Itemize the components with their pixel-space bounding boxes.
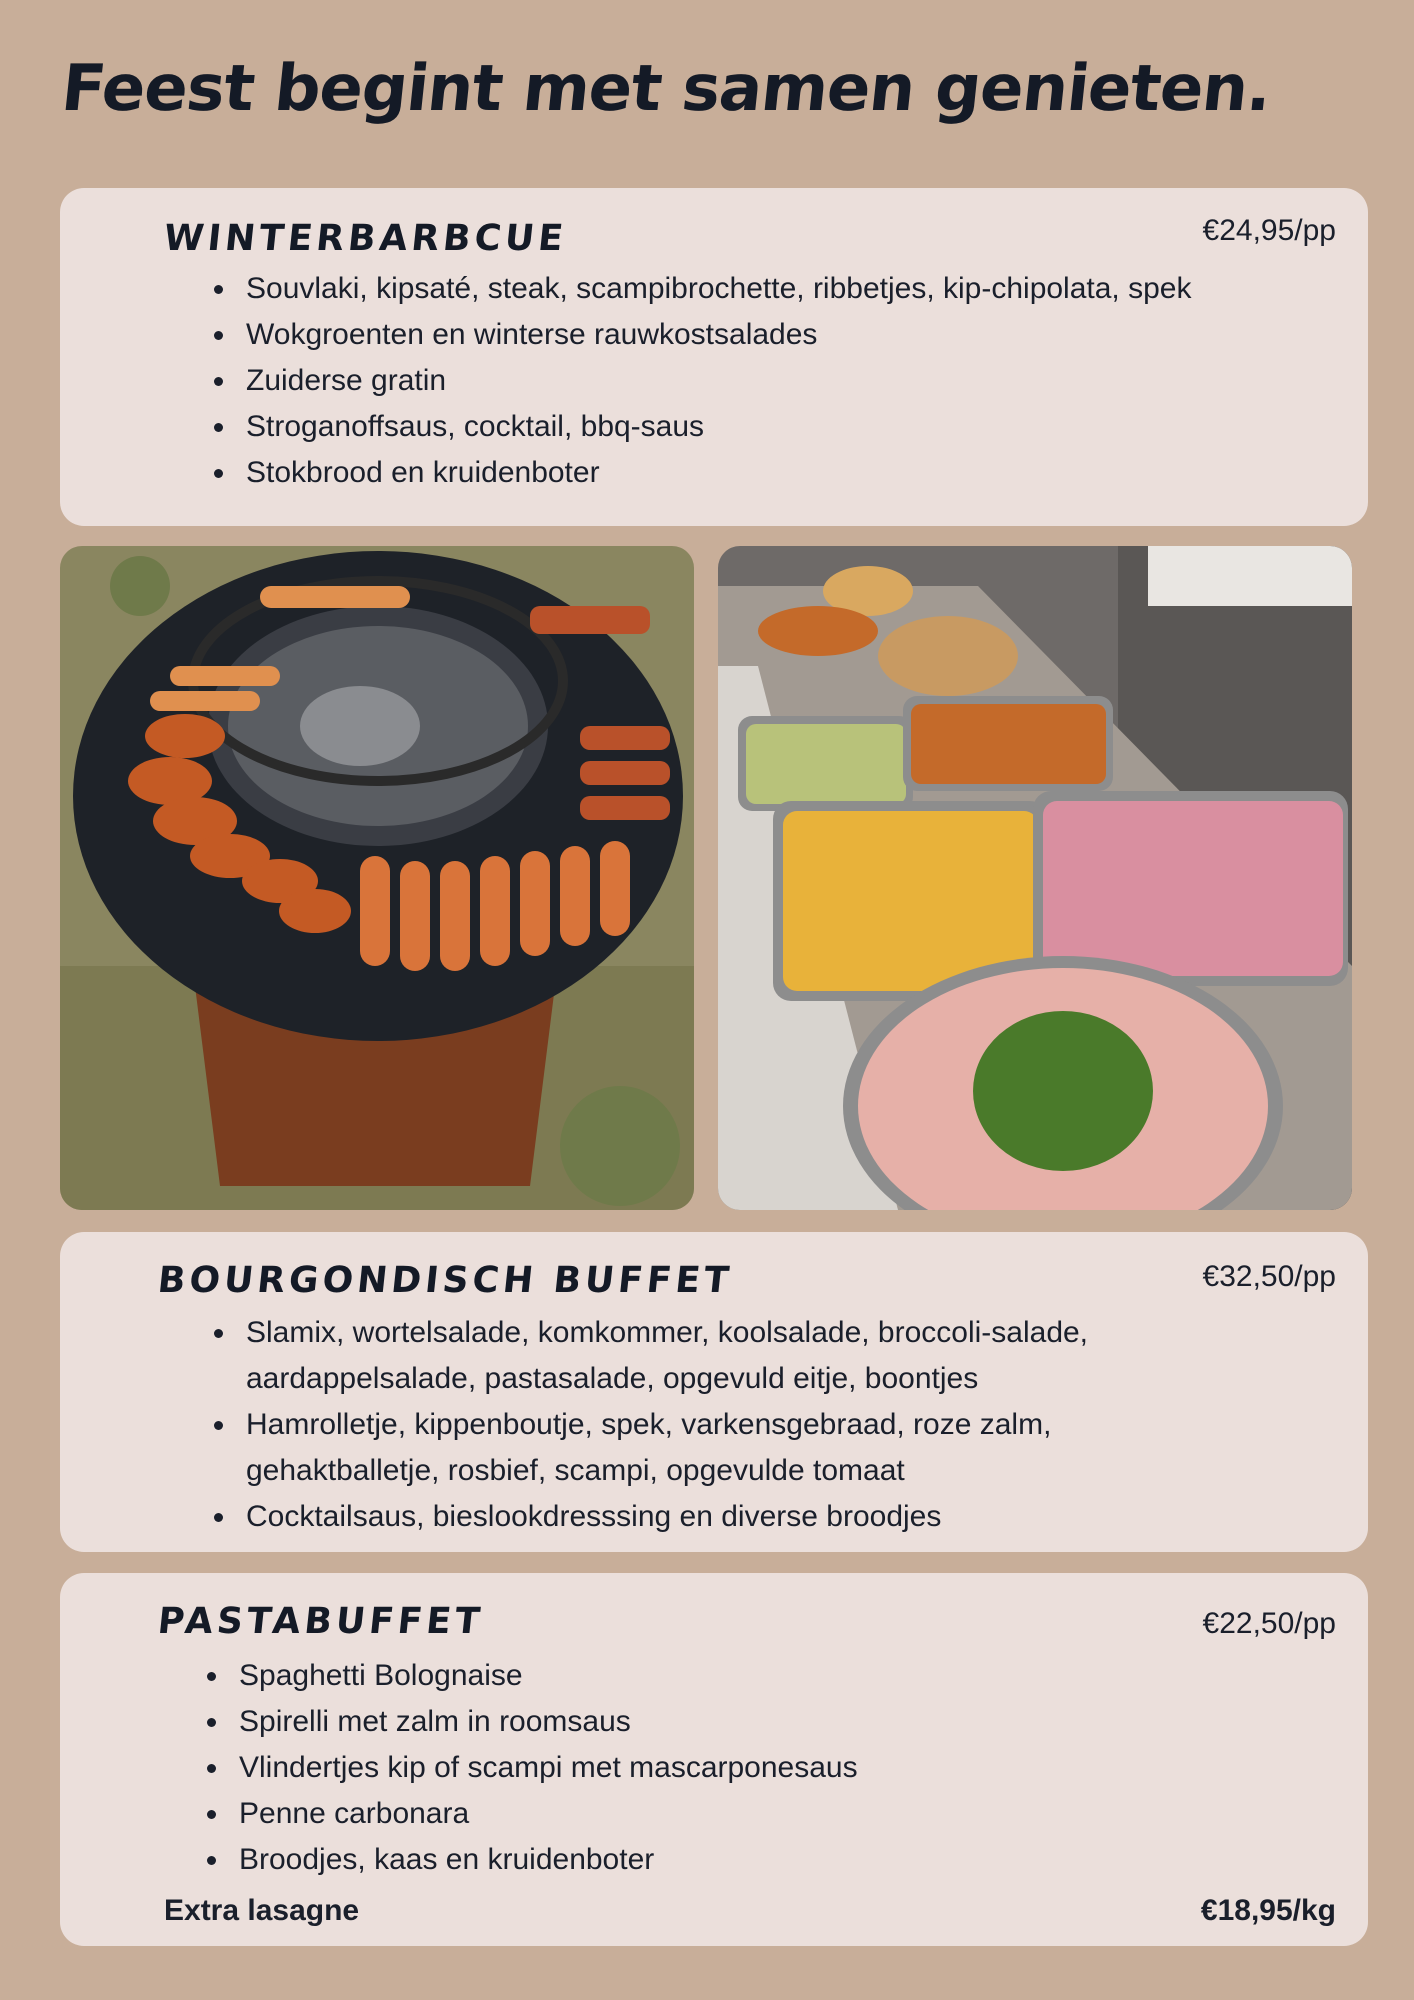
winterbarbecue-price: €24,95/pp <box>1202 214 1336 247</box>
bourgondisch-buffet-list <box>206 1310 1178 1540</box>
list-item: • Vlindertjes kip of scampi met mascarponesaus <box>231 1745 1231 1791</box>
list-item: • Wokgroenten en winterse rauwkostsalades <box>238 312 1368 358</box>
list-item: • Souvlaki, kipsaté, steak, scampibrochette, ribbetjes, kip-chipolata, spek <box>238 266 1368 312</box>
list-item: • Slamix, wortelsalade, komkommer, koolsalade, broccoli-salade, aardappelsalade, pastasalade, opgevuld eitje, boontjes <box>238 1310 1178 1402</box>
list-item: • Cocktailsaus, bieslookdresssing en diverse broodjes <box>238 1494 1178 1540</box>
list-item: • Zuiderse gratin <box>238 358 1368 404</box>
extra-lasagne-label: Extra lasagne <box>164 1894 360 1927</box>
page-headline: Feest begint met samen genieten. <box>58 52 1275 126</box>
bourgondisch-buffet-price: €32,50/pp <box>1202 1260 1336 1293</box>
list-item: • Stroganoffsaus, cocktail, bbq-saus <box>238 404 1368 450</box>
extra-lasagne-price: €18,95/kg <box>1200 1894 1336 1927</box>
list-item: • Spirelli met zalm in roomsaus <box>231 1699 1231 1745</box>
pastabuffet-title: PASTABUFFET <box>155 1601 486 1642</box>
cold-buffet-photo <box>718 546 1352 1210</box>
pastabuffet-list <box>199 1653 1231 1883</box>
list-item: • Broodjes, kaas en kruidenboter <box>231 1837 1231 1883</box>
bbq-grill-photo <box>60 546 694 1210</box>
list-item: • Stokbrood en kruidenboter <box>238 450 1368 496</box>
winterbarbecue-title: WINTERBARBCUE <box>161 218 569 259</box>
pastabuffet-price: €22,50/pp <box>1202 1607 1336 1640</box>
list-item: • Penne carbonara <box>231 1791 1231 1837</box>
list-item: • Spaghetti Bolognaise <box>231 1653 1231 1699</box>
pastabuffet-card <box>60 1573 1368 1946</box>
bourgondisch-buffet-title: BOURGONDISCH BUFFET <box>155 1260 735 1301</box>
list-item: • Hamrolletje, kippenboutje, spek, varkensgebraad, roze zalm, gehaktballetje, rosbief, scampi, opgevulde tomaat <box>238 1402 1178 1494</box>
bourgondisch-buffet-card <box>60 1232 1368 1552</box>
winterbarbecue-card <box>60 188 1368 526</box>
winterbarbecue-list <box>206 266 1368 496</box>
